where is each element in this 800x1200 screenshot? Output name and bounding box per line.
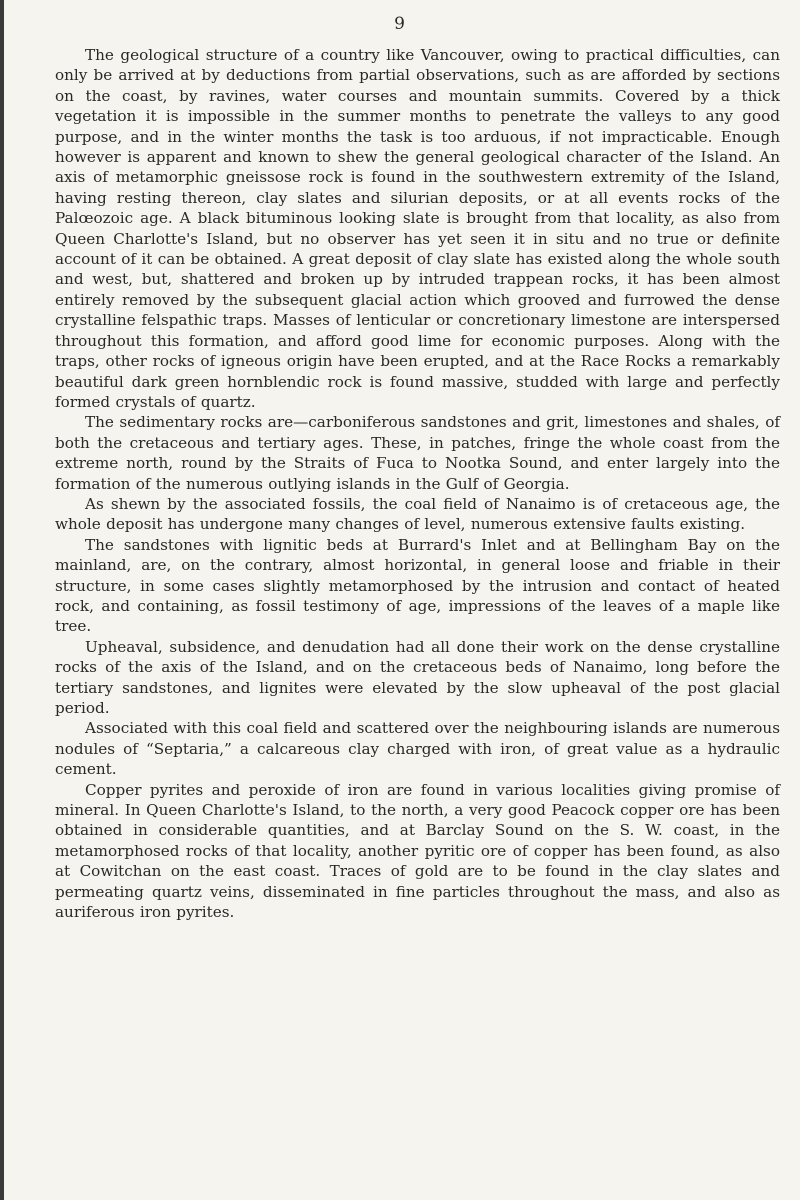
paragraph-sedimentary-rocks: The sedimentary rocks are—carboniferous sandstones and grit, limestones and shales, of both the cretaceous and tertiary ages. These, in patches, fringe the whole coast from the extreme north, round by the Straits of Fuca to Nootka Sound, and enter largely into the formation of the numerous outlying islands in the Gulf of Georgia. <box>55 413 780 493</box>
paragraph-upheaval: Upheaval, subsidence, and denudation had all done their work on the dense crystalline rocks of the axis of the Island, and on the cretaceous beds of Nanaimo, long before the tertiary sandstones, and lignites were elevated by the slow upheaval of the post glacial period. <box>55 637 780 717</box>
paragraph-geological-structure: The geological structure of a country like Vancouver, owing to practical difficulties, can only be arrived at by deductions from partial observations, such as are afforded by sections on the coast, by ravines, water courses and mountain summits. Covered by a thick vegetation it is impossible in the summer months to penetrate the valleys to any good purpose, and in the winter months the task is too arduous, if not impracticable. Enough however is apparent and known to shew the general geological character of the Island. An axis of metamorphic gneissose rock is found in the southwestern extremity of the Island, having resting thereon, clay slates and silurian deposits, or at all events rocks of the Palœozoic age. A black bituminous looking slate is brought from that locality, as also from Queen Charlotte's Island, but no observer has yet seen it in situ and no true or definite account of it can be obtained. A great deposit of clay slate has existed along the whole south and west, but, shattered and broken up by intruded trappean rocks, it has been almost entirely removed by the subsequent glacial action which grooved and furrowed the dense crystalline felspathic traps. Masses of lenticular or concretionary limestone are interspersed throughout this formation, and afford good lime for economic purposes. Along with the traps, other rocks of igneous origin have been erupted, and at the Race Rocks a remarkably beautiful dark green hornblendic rock is found massive, studded with large and perfectly formed crystals of quartz. <box>55 46 780 411</box>
paragraph-lignitic-sandstones: The sandstones with lignitic beds at Burrard's Inlet and at Bellingham Bay on the mainland, are, on the contrary, almost horizontal, in general loose and friable in their structure, in some cases slightly metamorphosed by the intrusion and contact of heated rock, and containing, as fossil testimony of age, impressions of the leaves of a maple like tree. <box>55 535 780 636</box>
body-text <box>55 45 780 922</box>
page-edge-shadow <box>0 0 4 1200</box>
paragraph-nanaimo-coal-field: As shewn by the associated fossils, the coal field of Nanaimo is of cretaceous age, the whole deposit has undergone many changes of level, numerous extensive faults existing. <box>55 494 780 534</box>
page-number: 9 <box>394 14 406 34</box>
paragraph-septaria: Associated with this coal field and scattered over the neighbouring islands are numerous nodules of “Septaria,” a calcareous clay charged with iron, of great value as a hydraulic cement. <box>55 719 780 779</box>
paragraph-copper-and-gold: Copper pyrites and peroxide of iron are found in various localities giving promise of mineral. In Queen Charlotte's Island, to the north, a very good Peacock copper ore has been obtained in considerable quantities, and at Barclay Sound on the S. W. coast, in the metamorphosed rocks of that locality, another pyritic ore of copper has been found, as also at Cowitchan on the east coast. Traces of gold are to be found in the clay slates and permeating quartz veins, disseminated in fine particles throughout the mass, and also as auriferous iron pyrites. <box>55 780 780 922</box>
